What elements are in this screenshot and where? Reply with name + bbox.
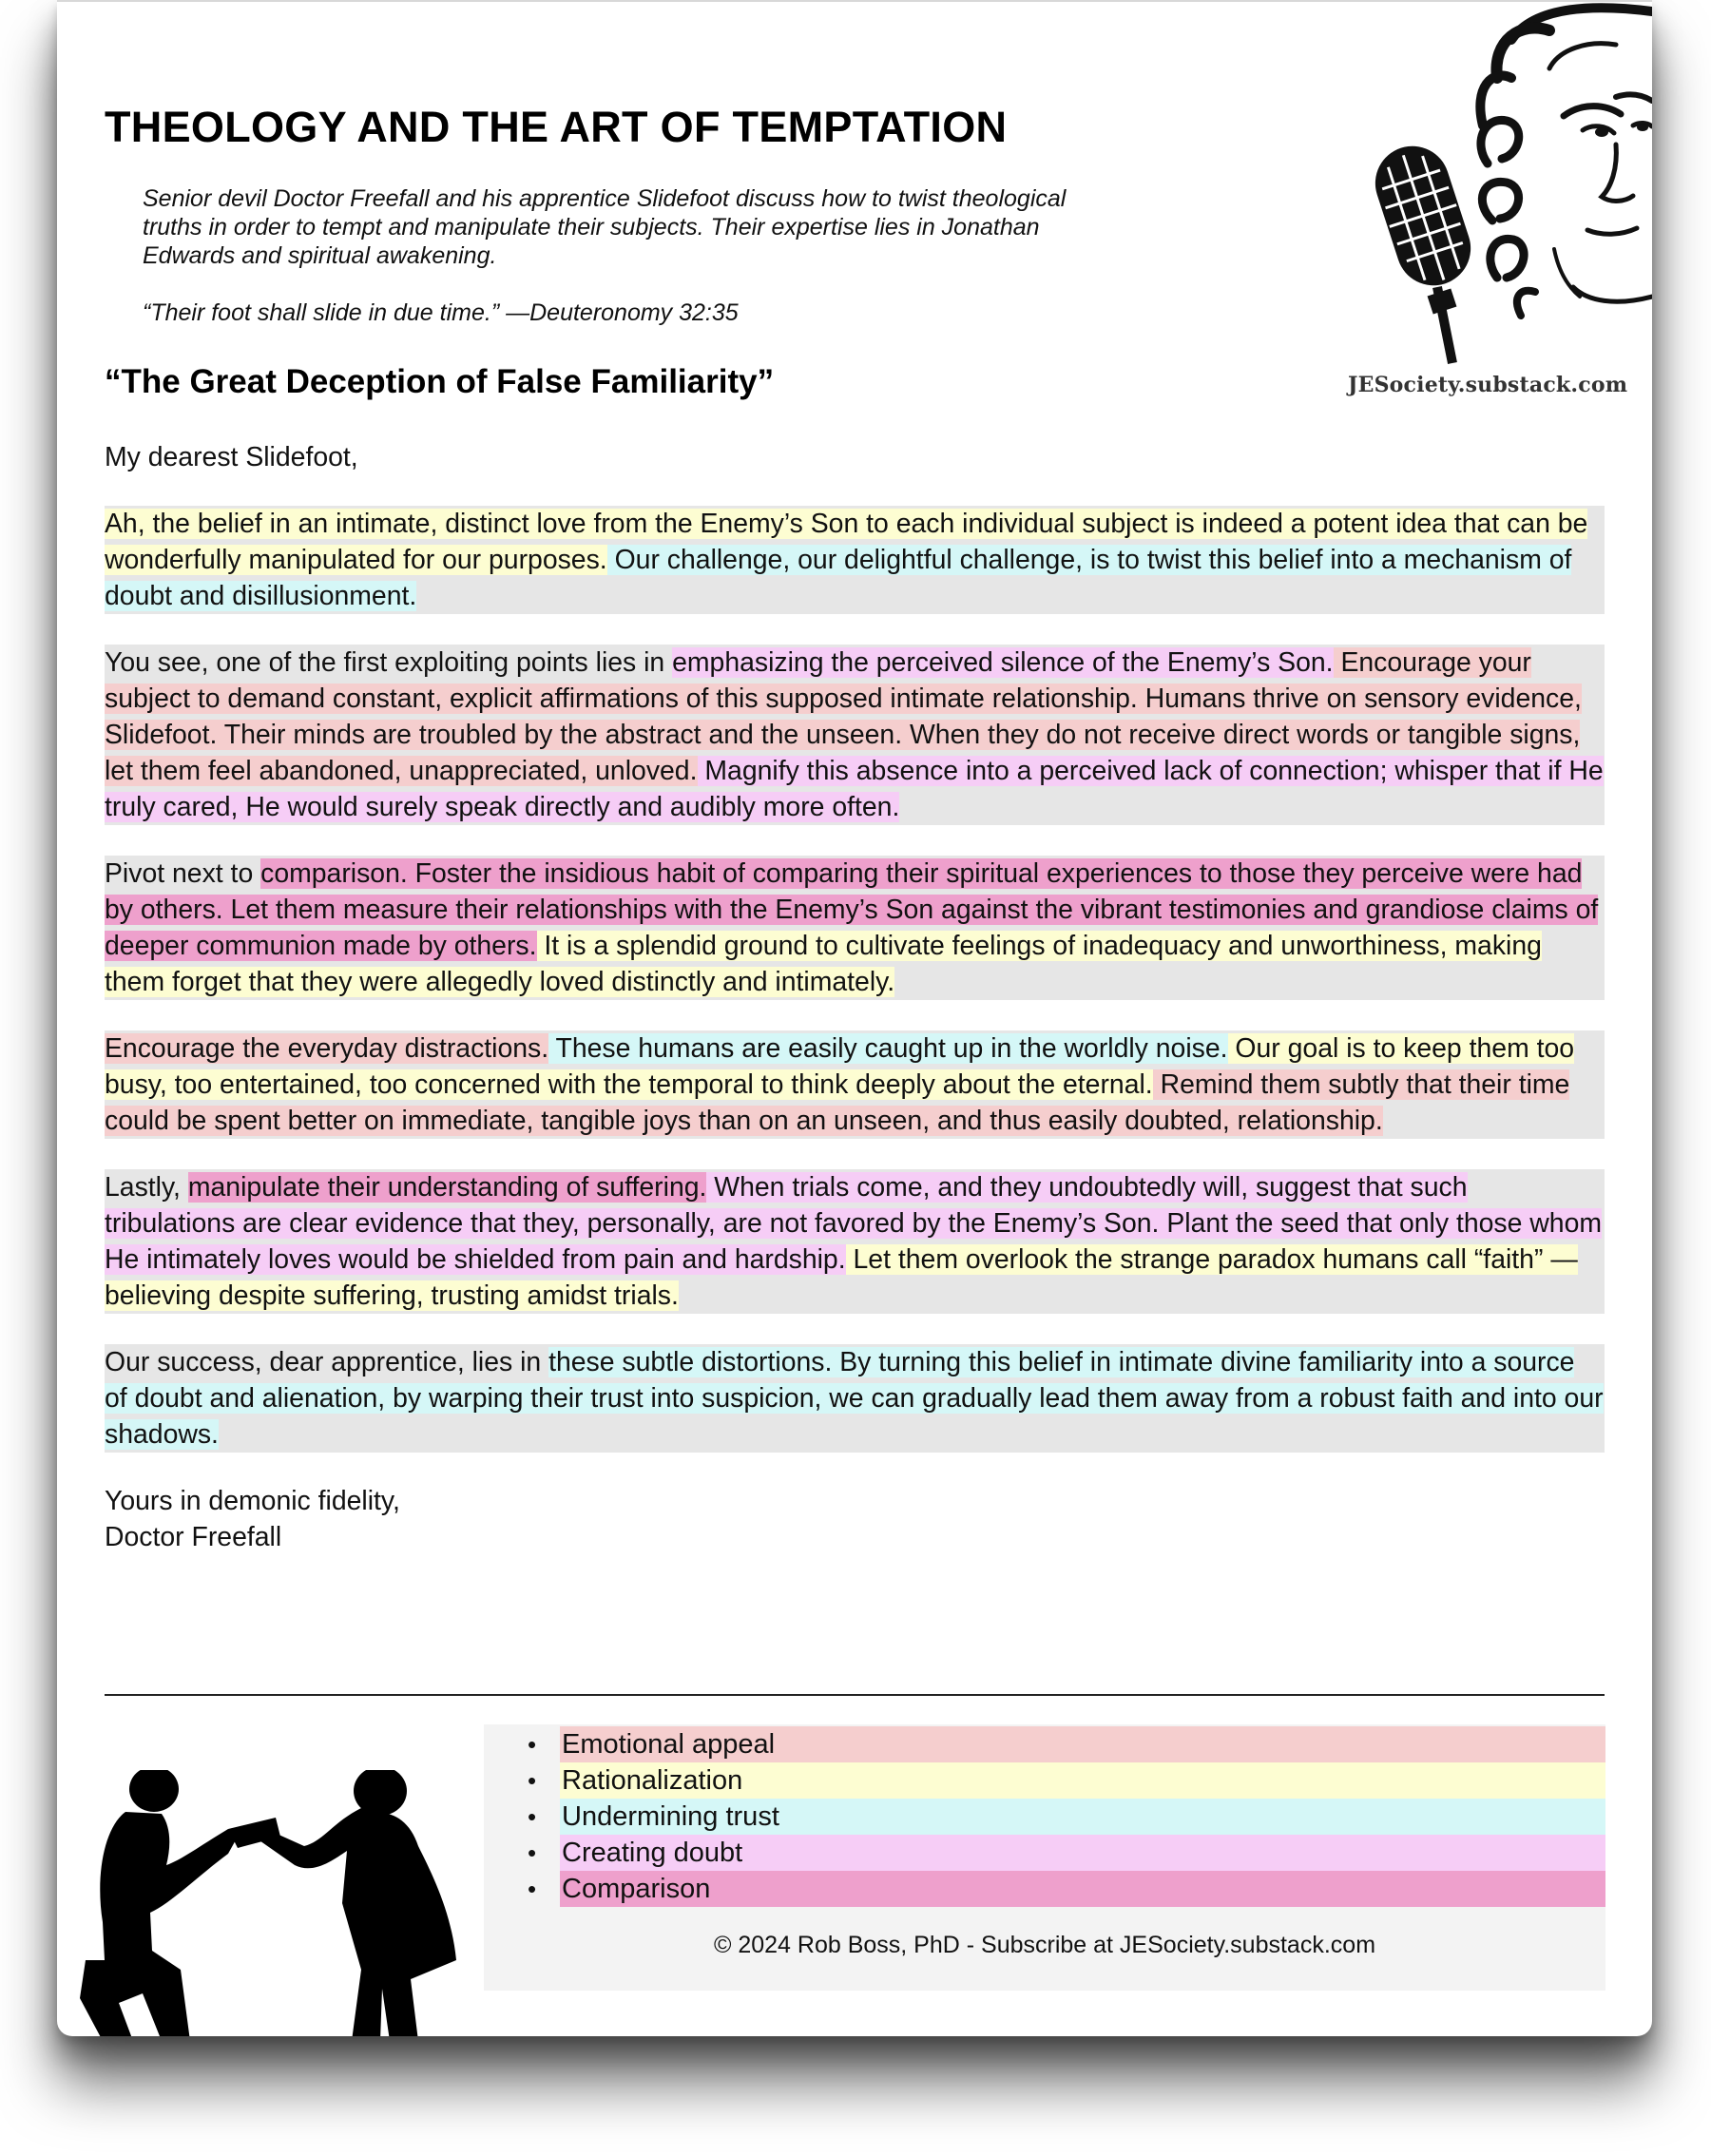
letter-paragraph	[105, 506, 1605, 614]
highlight-rationalization: Ah, the belief in an intimate, distinct love from the Enemy’s Son to each individual subject is indeed a potent idea that can be wonderfully manipulated for our purposes.	[105, 509, 1588, 575]
divider	[105, 1694, 1605, 1696]
epigraph: “Their foot shall slide in due time.” —Deuteronomy 32:35	[143, 299, 739, 326]
bullet-icon: •	[528, 1766, 537, 1795]
legend-item-doubt	[484, 1835, 1605, 1871]
legend-label: Undermining trust	[560, 1799, 1605, 1835]
letter-paragraph	[105, 1030, 1605, 1139]
legend-label: Comparison	[560, 1871, 1605, 1907]
legend-item-comparison	[484, 1871, 1605, 1907]
highlight-emotional: When they do not receive direct words or tangible signs, let them feel abandoned, unappreciated, unloved.	[105, 720, 1581, 786]
highlight-doubt: emphasizing the perceived silence of the Enemy’s Son.	[672, 647, 1334, 678]
signature: Doctor Freefall	[105, 1522, 282, 1552]
podcast-logo-icon	[1331, 2, 1652, 411]
highlight-rationalization: Our goal is to keep them too busy, too entertained, too concerned with the temporal to think deeply about the eternal.	[105, 1033, 1575, 1100]
letter-paragraph	[105, 1169, 1605, 1314]
highlight-undermining: Our challenge, our delightful challenge, is to twist this belief into a mechanism of doubt and disillusionment.	[105, 545, 1572, 611]
letter-paragraph	[105, 645, 1605, 825]
letter-paragraph	[105, 856, 1605, 1000]
bullet-icon: •	[528, 1802, 537, 1831]
letter-paragraph	[105, 1344, 1605, 1453]
legend-item-rationalization	[484, 1762, 1605, 1799]
highlight-emotional: Encourage your subject to demand constant, explicit affirmations of this supposed intimate relationship. Humans thrive on sensory evidence, Slidefoot. Their minds are troubled by the abstract and the unseen.	[105, 647, 1582, 750]
legend-item-undermining	[484, 1799, 1605, 1835]
legend-item-emotional	[484, 1726, 1605, 1762]
intro-text: Senior devil Doctor Freefall and his apprentice Slidefoot discuss how to twist theological truths in order to tempt and manipulate their subjects. Their expertise lies in Jonathan Edwards and spiritual awakening.	[143, 185, 1067, 269]
legend-list	[484, 1726, 1605, 1907]
silhouette-figures-icon	[76, 1770, 485, 2036]
page-title: THEOLOGY AND THE ART OF TEMPTATION	[105, 103, 1008, 151]
highlight-comparison: comparison.	[260, 858, 408, 889]
highlight-doubt: Magnify this absence into a perceived lack of connection; whisper that if He truly cared, He would surely speak directly and audibly more often.	[105, 756, 1604, 822]
closing-line: Yours in demonic fidelity,	[105, 1486, 400, 1516]
highlight-undermining: These humans are easily caught up in the worldly noise.	[548, 1033, 1228, 1064]
legend-label: Rationalization	[560, 1762, 1605, 1799]
highlight-undermining: these subtle distortions. By turning this belief in intimate divine familiarity into a source of doubt and alienation, by warping their trust into suspicion, we can gradually lead them away from a robust faith and into our shadows.	[105, 1347, 1604, 1450]
letter-body	[105, 439, 1605, 1555]
highlight-none: Our success, dear apprentice, lies in	[105, 1347, 549, 1377]
legend-panel	[484, 1724, 1605, 1991]
salutation: My dearest Slidefoot,	[105, 442, 358, 472]
intro-block	[143, 184, 1103, 327]
highlight-none: Pivot next to	[105, 858, 261, 889]
highlight-doubt: When trials come, and they undoubtedly will, suggest that such tribulations are clear evidence that they, personally, are not favored by the Enemy’s Son. Plant the seed that only those whom He intimately loves would be shielded from pain and hardship.	[105, 1172, 1603, 1275]
highlight-none: You see, one of the first exploiting points lies in	[105, 647, 673, 678]
closing	[105, 1483, 1605, 1555]
paragraph-list	[105, 506, 1605, 1453]
legend-label: Creating doubt	[560, 1835, 1605, 1871]
bullet-icon: •	[528, 1838, 537, 1867]
bullet-icon: •	[528, 1730, 537, 1759]
highlight-rationalization: Let them overlook the strange paradox humans call “faith” — believing despite suffering, trusting amidst trials.	[105, 1244, 1578, 1311]
logo-caption: JESociety.substack.com	[1348, 373, 1628, 397]
highlight-emotional: Remind them subtly that their time could be spent better on immediate, tangible joys than on an unseen, and thus easily doubted, relationship.	[105, 1069, 1570, 1136]
letter-title: “The Great Deception of False Familiarity”	[105, 363, 775, 400]
document-page	[57, 0, 1652, 2036]
highlight-comparison: manipulate their understanding of suffering.	[187, 1172, 707, 1203]
highlight-emotional: Encourage the everyday distractions.	[105, 1033, 549, 1064]
highlight-rationalization: It is a splendid ground to cultivate feelings of inadequacy and unworthiness, making them forget that they were allegedly loved distinctly and intimately.	[105, 931, 1542, 997]
legend-label: Emotional appeal	[560, 1726, 1605, 1762]
highlight-comparison: Foster the insidious habit of comparing their spiritual experiences to those they perceive were had by others. Let them measure their relationships with the Enemy’s Son against the vibrant testimonies and grandiose claims of deeper communion made by others.	[105, 858, 1599, 961]
footer-copyright: © 2024 Rob Boss, PhD - Subscribe at JESociety.substack.com	[713, 1932, 1376, 1958]
highlight-none: Lastly,	[105, 1172, 188, 1203]
bullet-icon: •	[528, 1875, 537, 1903]
